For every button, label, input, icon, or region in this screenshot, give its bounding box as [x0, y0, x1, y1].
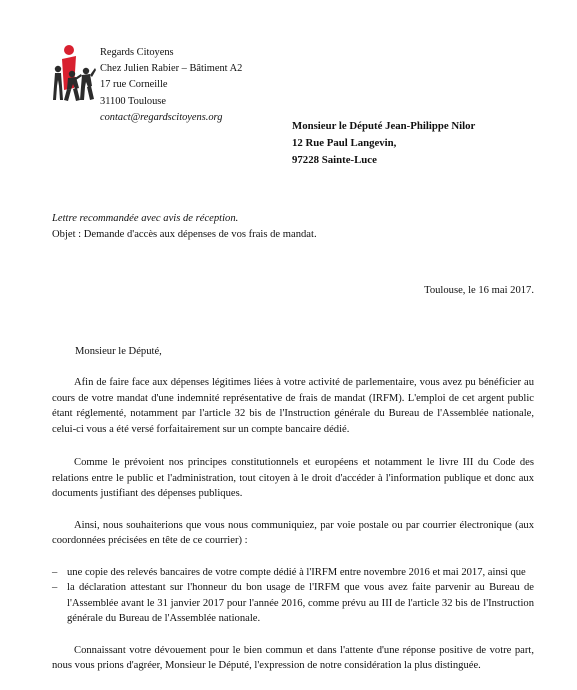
body-paragraph: Comme le prévoient nos principes constitutionnels et européens et notamment le livre III du Code des relations entre le public et l'administration, tout citoyen à le droit d'accéder à l'information publique et donc aux documents justifiant des dépenses publiques. — [52, 457, 534, 499]
recipient-city: 97228 Sainte-Luce — [292, 153, 377, 166]
letter-subject: Objet : Demande d'accès aux dépenses de vos frais de mandat. — [52, 228, 317, 240]
salutation: Monsieur le Député, — [75, 346, 162, 357]
regards-citoyens-logo — [52, 44, 96, 102]
body-paragraph: Afin de faire face aux dépenses légitimes liées à votre activité de parlementaire, vous avez pu bénéficier au cours de votre mandat d'une indemnité représentative de frais de mandat (IRFM). L'emploi de cet argent public étant réglementé, notamment par l'article 32 bis de l'Instruction générale du Bureau de l'Assemblée nationale, celui-ci vous a été versé forfaitairement sur un compte bancaire dédié. — [52, 377, 534, 435]
sender-email: contact@regardscitoyens.org — [100, 111, 223, 123]
recipient-address — [292, 118, 475, 168]
letter-body — [52, 375, 534, 690]
sender-name: Regards Citoyens — [100, 47, 174, 58]
letter-meta — [52, 211, 317, 242]
request-list-item: – une copie des relevés bancaires de votre compte dédié à l'IRFM entre novembre 2016 et mai 2017, ainsi que — [52, 565, 534, 581]
request-list — [52, 565, 534, 627]
place-date: Toulouse, le 16 mai 2017. — [424, 285, 534, 296]
recipient-name: Monsieur le Député Jean-Philippe Nilor — [292, 120, 476, 132]
body-paragraph: Ainsi, nous souhaiterions que vous nous communiquiez, par voie postale ou par courrier électronique (aux coordonnées précisées en tête de ce courrier) : — [52, 519, 534, 546]
request-list-item: – la déclaration attestant sur l'honneur du bon usage de l'IRFM que vous avez faite parvenir au Bureau de l'Assemblée avant le 31 janvier 2017 pour l'année 2016, comme prévu au III de l'article 32 bis de l'Instruction générale du Bureau de l'Assemblée nationale. — [52, 582, 534, 624]
sender-city: 31100 Toulouse — [100, 95, 166, 107]
recipient-street: 12 Rue Paul Langevin, — [292, 136, 397, 149]
sender-care-of: Chez Julien Rabier – Bâtiment A2 — [100, 63, 243, 75]
dash-bullet: – — [52, 582, 58, 593]
sender-street: 17 rue Corneille — [100, 79, 168, 91]
sender-address — [100, 45, 320, 126]
delivery-mode: Lettre recommandée avec avis de réception. — [52, 213, 239, 224]
dash-bullet: – — [52, 566, 58, 578]
closing-paragraph: Connaissant votre dévouement pour le bien commun et dans l'attente d'une réponse positive de votre part, nous vous prions d'agréer, Monsieur le Député, l'expression de notre considération la plus distinguée. — [52, 644, 534, 671]
